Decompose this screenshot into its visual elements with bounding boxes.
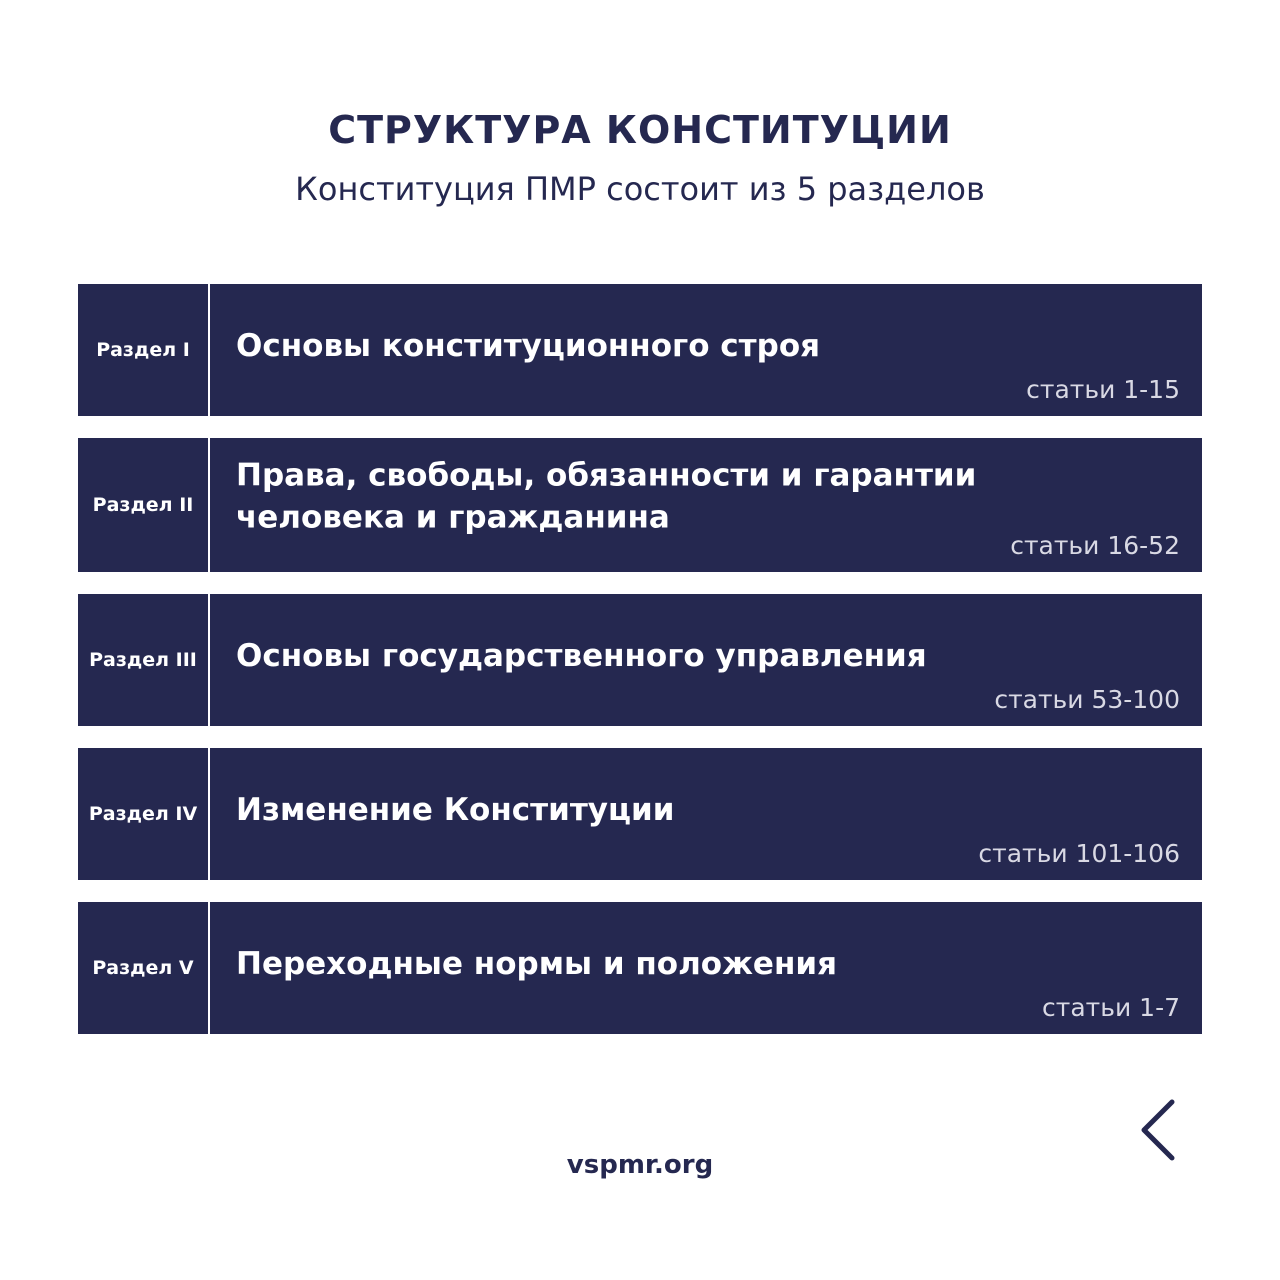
section-title: Основы государственного управления bbox=[236, 637, 927, 674]
section-articles: статьи 53-100 bbox=[994, 685, 1180, 714]
section-row-4 bbox=[78, 748, 1202, 880]
page-subtitle: Конституция ПМР состоит из 5 разделов bbox=[295, 170, 985, 208]
section-number: Раздел II bbox=[78, 438, 210, 572]
section-title: Изменение Конституции bbox=[236, 791, 675, 828]
section-title: Основы конституционного строя bbox=[236, 327, 821, 364]
section-body bbox=[210, 594, 1202, 726]
section-articles: статьи 1-15 bbox=[1026, 375, 1180, 404]
section-articles: статьи 1-7 bbox=[1042, 993, 1180, 1022]
section-body bbox=[210, 438, 1202, 572]
section-body bbox=[210, 748, 1202, 880]
section-articles: статьи 101-106 bbox=[978, 839, 1180, 868]
section-body bbox=[210, 902, 1202, 1034]
section-number: Раздел IV bbox=[78, 748, 210, 880]
section-articles: статьи 16-52 bbox=[1010, 531, 1180, 560]
section-number: Раздел V bbox=[78, 902, 210, 1034]
section-row-1 bbox=[78, 284, 1202, 416]
section-row-5 bbox=[78, 902, 1202, 1034]
section-row-2 bbox=[78, 438, 1202, 572]
section-row-3 bbox=[78, 594, 1202, 726]
section-title: Права, свободы, обязанности и гарантии человека и гражданина bbox=[236, 457, 977, 536]
site-url: vspmr.org bbox=[566, 1150, 714, 1180]
section-number: Раздел III bbox=[78, 594, 210, 726]
page-title: СТРУКТУРА КОНСТИТУЦИИ bbox=[328, 108, 952, 152]
section-title: Переходные нормы и положения bbox=[236, 945, 838, 982]
section-number: Раздел I bbox=[78, 284, 210, 416]
section-body bbox=[210, 284, 1202, 416]
sections-list bbox=[78, 284, 1202, 1056]
